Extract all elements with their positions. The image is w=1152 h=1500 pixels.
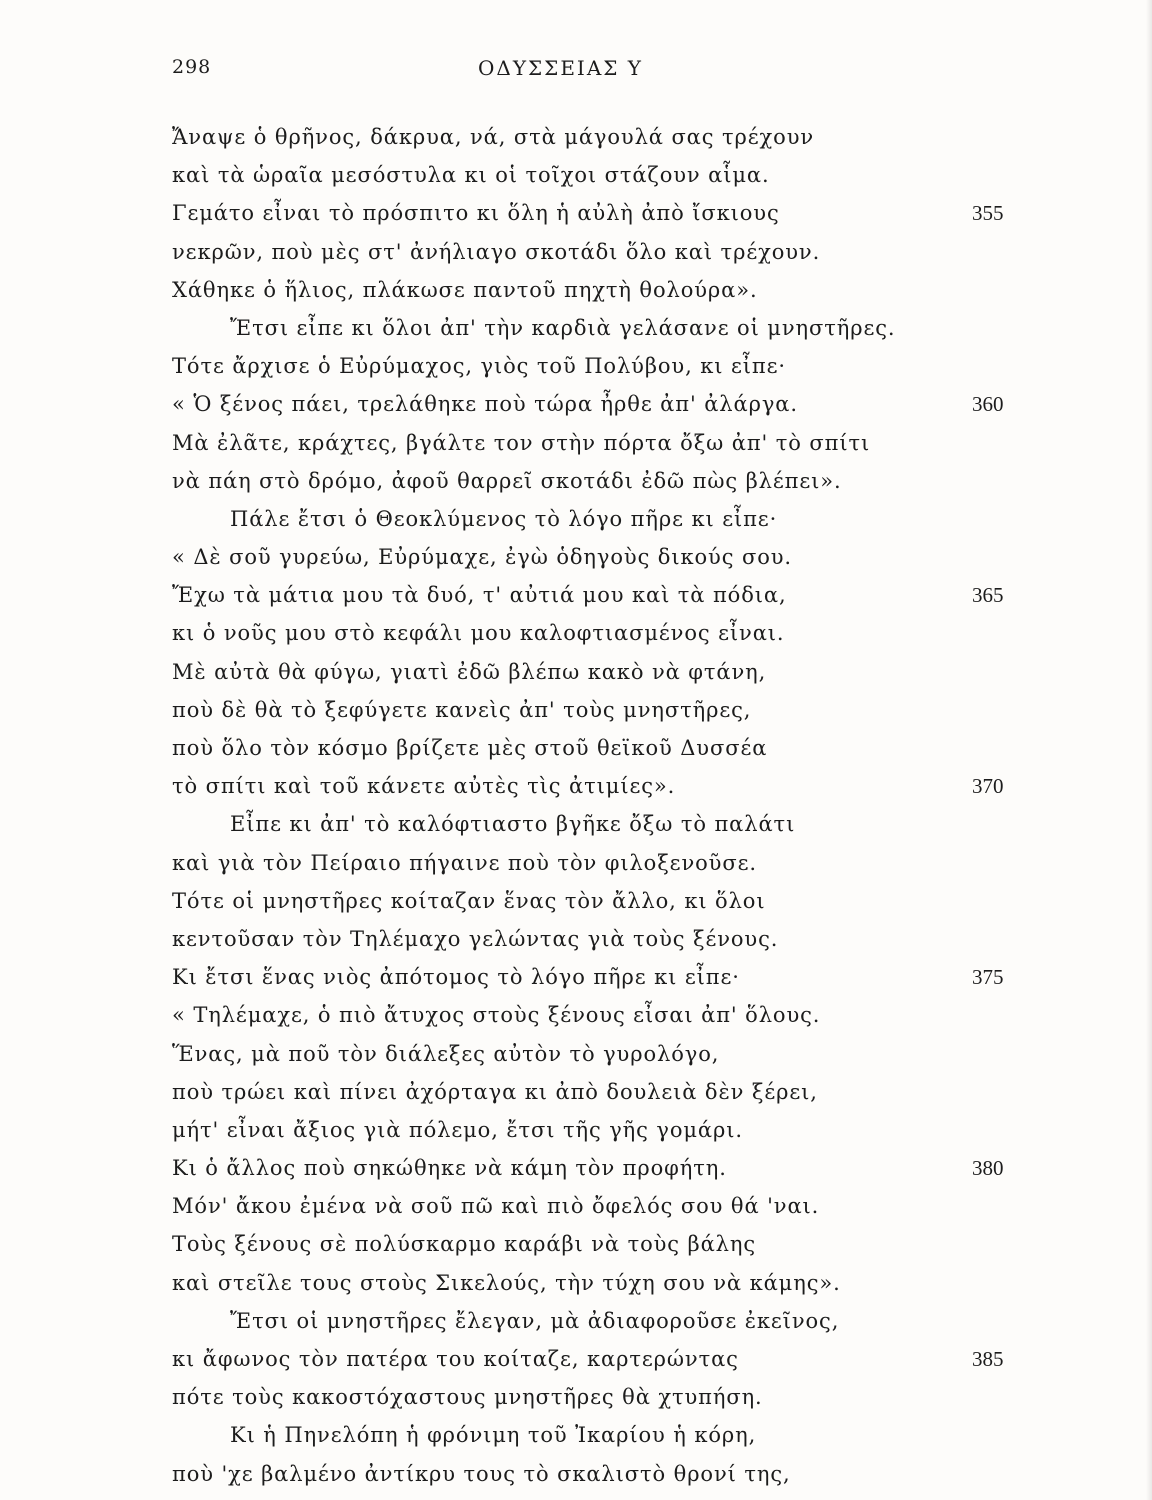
verse-line xyxy=(0,614,1152,652)
verse-text: Μὰ ἐλᾶτε, κράχτες, βγάλτε τον στὴν πόρτα ὄξω ἀπ' τὸ σπίτι xyxy=(172,430,871,455)
verse-text: Πάλε ἔτσι ὁ Θεοκλύμενος τὸ λόγο πῆρε κι εἶπε· xyxy=(230,506,778,531)
verse-line xyxy=(0,1302,1152,1340)
verse-line xyxy=(0,233,1152,271)
verse-line xyxy=(0,462,1152,500)
verse-line xyxy=(0,767,1152,805)
line-number: 355 xyxy=(972,201,1004,226)
verse-text: « Δὲ σοῦ γυρεύω, Εὐρύμαχε, ἐγὼ ὁδηγοὺς δικούς σου. xyxy=(172,545,792,570)
page-number: 298 xyxy=(172,56,212,78)
verse-line xyxy=(0,156,1152,194)
line-number: 370 xyxy=(972,774,1004,799)
verse-text: Ἔτσι εἶπε κι ὅλοι ἀπ' τὴν καρδιὰ γελάσανε οἱ μνηστῆρες. xyxy=(230,315,896,340)
verse-text: ποὺ ὅλο τὸν κόσμο βρίζετε μὲς στοῦ θεϊκοῦ Δυσσέα xyxy=(172,736,768,760)
verse-text: Κι ἡ Πηνελόπη ἡ φρόνιμη τοῦ Ἰκαρίου ἡ κόρη, xyxy=(230,1423,757,1448)
verse-line xyxy=(0,385,1152,423)
line-number: 385 xyxy=(972,1347,1004,1371)
verse-text: Κι ὁ ἄλλος ποὺ σηκώθηκε νὰ κάμη τὸν προφήτη. xyxy=(172,1156,727,1181)
verse-line xyxy=(0,309,1152,347)
verse-line xyxy=(0,576,1152,614)
verse-list xyxy=(0,118,1152,1493)
verse-line xyxy=(0,691,1152,729)
verse-text: Τότε οἱ μνηστῆρες κοίταζαν ἕνας τὸν ἄλλο, κι ὅλοι xyxy=(172,888,766,913)
verse-line xyxy=(0,1111,1152,1149)
verse-line xyxy=(0,194,1152,232)
verse-text: Μόν' ἄκου ἐμένα νὰ σοῦ πῶ καὶ πιὸ ὄφελός σου θά 'ναι. xyxy=(172,1194,820,1219)
verse-text: Τοὺς ξένους σὲ πολύσκαρμο καράβι νὰ τοὺς βάλης xyxy=(172,1232,757,1257)
verse-line xyxy=(0,958,1152,996)
verse-line xyxy=(0,271,1152,309)
verse-text: κι ἄφωνος τὸν πατέρα του κοίταζε, καρτερώντας xyxy=(172,1347,739,1371)
line-number: 365 xyxy=(972,583,1004,608)
verse-text: Κι ἔτσι ἕνας νιὸς ἀπότομος τὸ λόγο πῆρε κι εἶπε· xyxy=(172,965,740,990)
verse-text: Τότε ἄρχισε ὁ Εὐρύμαχος, γιὸς τοῦ Πολύβου, κι εἶπε· xyxy=(172,354,786,379)
page-header xyxy=(0,56,1152,86)
verse-line xyxy=(0,347,1152,385)
verse-text: κεντοῦσαν τὸν Τηλέμαχο γελώντας γιὰ τοὺς ξένους. xyxy=(172,926,779,951)
verse-line xyxy=(0,1187,1152,1225)
verse-text: μήτ' εἶναι ἄξιος γιὰ πόλεμο, ἔτσι τῆς γῆς γομάρι. xyxy=(172,1117,743,1142)
line-number: 380 xyxy=(972,1156,1004,1181)
page-edge-shadow xyxy=(1146,0,1152,1500)
verse-line xyxy=(0,1073,1152,1111)
verse-text: πότε τοὺς κακοστόχαστους μνηστῆρες θὰ χτυπήση. xyxy=(172,1385,763,1410)
verse-line xyxy=(0,996,1152,1034)
verse-line xyxy=(0,1455,1152,1493)
verse-line xyxy=(0,1035,1152,1073)
verse-text: Μὲ αὐτὰ θὰ φύγω, γιατὶ ἐδῶ βλέπω κακὸ νὰ φτάνη, xyxy=(172,659,767,684)
verse-line xyxy=(0,1340,1152,1378)
verse-text: « Τηλέμαχε, ὁ πιὸ ἄτυχος στοὺς ξένους εἶσαι ἀπ' ὅλους. xyxy=(172,1003,821,1028)
verse-line xyxy=(0,1416,1152,1454)
verse-line xyxy=(0,500,1152,538)
verse-line xyxy=(0,1264,1152,1302)
verse-text: Χάθηκε ὁ ἥλιος, πλάκωσε παντοῦ πηχτὴ θολούρα». xyxy=(172,277,758,302)
verse-text: καὶ γιὰ τὸν Πείραιο πήγαινε ποὺ τὸν φιλοξενοῦσε. xyxy=(172,850,757,875)
line-number: 375 xyxy=(972,965,1004,990)
verse-line xyxy=(0,729,1152,767)
verse-text: τὸ σπίτι καὶ τοῦ κάνετε αὐτὲς τὶς ἀτιμίες». xyxy=(172,774,676,799)
verse-line xyxy=(0,424,1152,462)
verse-text: Ἕνας, μὰ ποῦ τὸν διάλεξες αὐτὸν τὸ γυρολόγο, xyxy=(172,1041,720,1066)
verse-text: Γεμάτο εἶναι τὸ πρόσπιτο κι ὅλη ἡ αὐλὴ ἀπὸ ἴσκιους xyxy=(172,201,780,226)
verse-text: ποὺ 'χε βαλμένο ἀντίκρυ τους τὸ σκαλιστὸ θρονί της, xyxy=(172,1461,791,1486)
verse-line xyxy=(0,920,1152,958)
verse-text: ποὺ τρώει καὶ πίνει ἀχόρταγα κι ἀπὸ δουλειὰ δὲν ξέρει, xyxy=(172,1079,818,1104)
verse-text: Ἔτσι οἱ μνηστῆρες ἔλεγαν, μὰ ἀδιαφοροῦσε ἐκεῖνος, xyxy=(230,1308,840,1333)
verse-text: Ἄναψε ὁ θρῆνος, δάκρυα, νά, στὰ μάγουλά σας τρέχουν xyxy=(172,125,815,149)
verse-text: ποὺ δὲ θὰ τὸ ξεφύγετε κανεὶς ἀπ' τοὺς μνηστῆρες, xyxy=(172,697,752,722)
verse-line xyxy=(0,538,1152,576)
verse-text: νεκρῶν, ποὺ μὲς στ' ἀνήλιαγο σκοτάδι ὅλο καὶ τρέχουν. xyxy=(172,239,821,264)
verse-line xyxy=(0,1378,1152,1416)
verse-text: κι ὁ νοῦς μου στὸ κεφάλι μου καλοφτιασμένος εἶναι. xyxy=(172,621,785,646)
running-title: ΟΔΥΣΣΕΙΑΣ Υ xyxy=(478,56,643,80)
verse-text: καὶ στεῖλε τους στοὺς Σικελούς, τὴν τύχη σου νὰ κάμης». xyxy=(172,1270,841,1295)
verse-text: νὰ πάη στὸ δρόμο, ἀφοῦ θαρρεῖ σκοτάδι ἐδῶ πὼς βλέπει». xyxy=(172,468,842,493)
verse-text: καὶ τὰ ὡραῖα μεσόστυλα κι οἱ τοῖχοι στάζουν αἷμα. xyxy=(172,163,770,188)
verse-line xyxy=(0,1225,1152,1263)
verse-line xyxy=(0,118,1152,156)
verse-text: Εἶπε κι ἀπ' τὸ καλόφτιαστο βγῆκε ὄξω τὸ παλάτι xyxy=(230,812,796,837)
line-number: 360 xyxy=(972,392,1004,417)
verse-text: Ἔχω τὰ μάτια μου τὰ δυό, τ' αὐτιά μου καὶ τὰ πόδια, xyxy=(172,583,787,608)
verse-line xyxy=(0,653,1152,691)
verse-line xyxy=(0,1149,1152,1187)
verse-line xyxy=(0,844,1152,882)
verse-line xyxy=(0,805,1152,843)
verse-text: « Ὁ ξένος πάει, τρελάθηκε ποὺ τώρα ἦρθε ἀπ' ἀλάργα. xyxy=(172,392,798,417)
verse-line xyxy=(0,882,1152,920)
